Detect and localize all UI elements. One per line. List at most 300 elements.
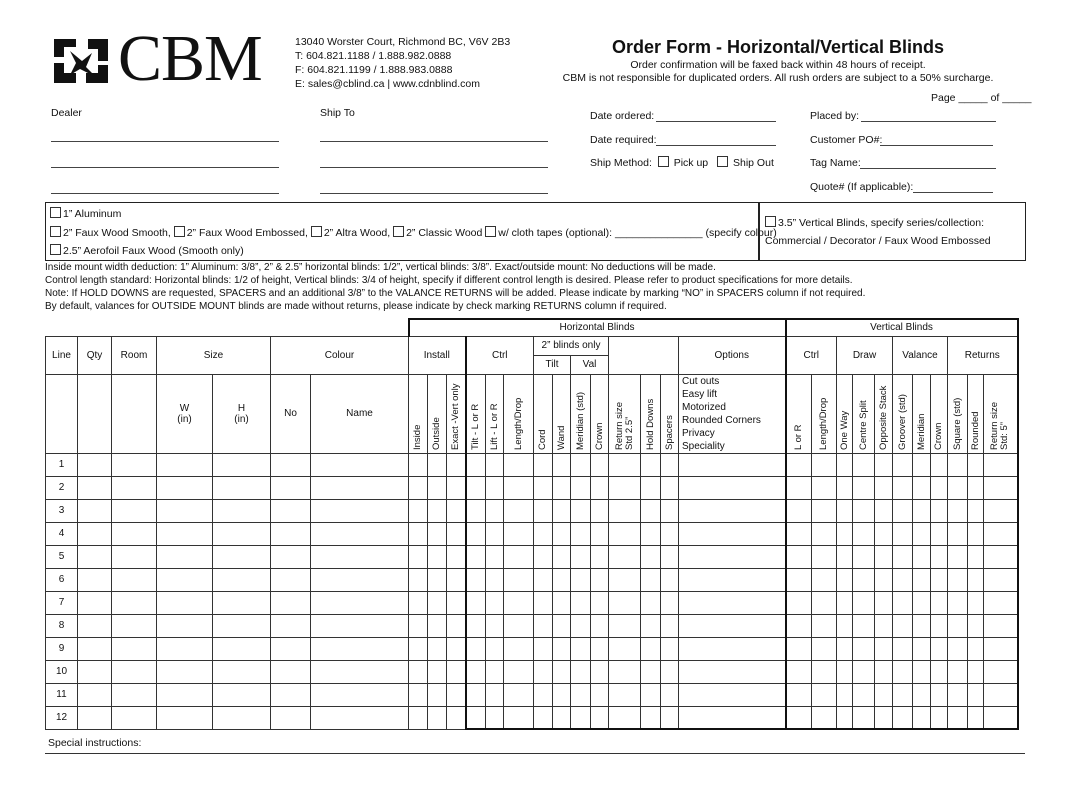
order-cell[interactable] <box>78 499 112 522</box>
order-cell[interactable] <box>553 476 571 499</box>
order-cell[interactable] <box>157 499 213 522</box>
order-cell[interactable] <box>913 591 931 614</box>
order-cell[interactable] <box>591 499 609 522</box>
order-cell[interactable] <box>571 522 591 545</box>
order-cell[interactable] <box>311 476 409 499</box>
order-cell[interactable] <box>112 476 157 499</box>
altra-checkbox[interactable] <box>311 226 322 237</box>
order-cell[interactable] <box>968 453 984 476</box>
order-cell[interactable] <box>893 706 913 729</box>
order-cell[interactable] <box>78 476 112 499</box>
order-cell[interactable] <box>571 706 591 729</box>
customer-po-field[interactable] <box>880 145 993 146</box>
order-cell[interactable] <box>504 499 534 522</box>
dealer-line-3[interactable] <box>51 193 279 194</box>
order-cell[interactable] <box>893 591 913 614</box>
order-cell[interactable] <box>968 614 984 637</box>
order-cell[interactable] <box>913 453 931 476</box>
order-cell[interactable] <box>837 545 853 568</box>
order-cell[interactable] <box>78 453 112 476</box>
order-cell[interactable] <box>913 499 931 522</box>
order-cell[interactable] <box>812 522 837 545</box>
order-cell[interactable] <box>78 706 112 729</box>
order-cell[interactable] <box>786 545 812 568</box>
order-cell[interactable] <box>271 545 311 568</box>
order-cell[interactable] <box>553 545 571 568</box>
order-cell[interactable] <box>447 660 466 683</box>
order-cell[interactable] <box>641 499 661 522</box>
order-cell[interactable] <box>661 706 679 729</box>
order-cell[interactable] <box>837 591 853 614</box>
order-cell[interactable] <box>112 660 157 683</box>
order-cell[interactable] <box>948 660 968 683</box>
order-cell[interactable] <box>504 614 534 637</box>
order-cell[interactable] <box>271 453 311 476</box>
order-cell[interactable] <box>504 706 534 729</box>
order-cell[interactable] <box>875 660 893 683</box>
order-cell[interactable] <box>853 706 875 729</box>
order-cell[interactable] <box>786 568 812 591</box>
order-cell[interactable] <box>931 476 948 499</box>
order-cell[interactable] <box>913 706 931 729</box>
order-cell[interactable] <box>112 522 157 545</box>
order-cell[interactable] <box>571 614 591 637</box>
order-cell[interactable] <box>853 683 875 706</box>
order-cell[interactable] <box>78 614 112 637</box>
order-cell[interactable] <box>78 591 112 614</box>
order-cell[interactable] <box>112 545 157 568</box>
order-cell[interactable] <box>311 683 409 706</box>
order-cell[interactable] <box>609 660 641 683</box>
order-cell[interactable] <box>447 476 466 499</box>
order-cell[interactable] <box>837 706 853 729</box>
aluminum-checkbox[interactable] <box>50 207 61 218</box>
order-cell[interactable] <box>609 683 641 706</box>
order-cell[interactable] <box>504 476 534 499</box>
order-cell[interactable] <box>112 499 157 522</box>
order-cell[interactable] <box>409 683 428 706</box>
order-cell[interactable] <box>591 545 609 568</box>
order-cell[interactable] <box>78 522 112 545</box>
order-cell[interactable] <box>447 453 466 476</box>
order-cell[interactable] <box>837 568 853 591</box>
order-cell[interactable] <box>466 637 486 660</box>
order-cell[interactable] <box>591 660 609 683</box>
order-cell[interactable] <box>213 476 271 499</box>
date-required-field[interactable] <box>656 145 776 146</box>
order-cell[interactable] <box>447 591 466 614</box>
order-cell[interactable] <box>853 568 875 591</box>
order-cell[interactable] <box>486 568 504 591</box>
order-cell[interactable] <box>984 683 1018 706</box>
order-cell[interactable] <box>428 522 447 545</box>
order-cell[interactable] <box>968 499 984 522</box>
order-cell[interactable] <box>213 614 271 637</box>
order-cell[interactable] <box>157 522 213 545</box>
order-cell[interactable] <box>157 545 213 568</box>
order-cell[interactable] <box>984 706 1018 729</box>
order-cell[interactable] <box>661 453 679 476</box>
order-cell[interactable] <box>913 637 931 660</box>
order-cell[interactable] <box>661 660 679 683</box>
ship-out-checkbox[interactable] <box>717 156 728 167</box>
order-cell[interactable] <box>78 545 112 568</box>
order-cell[interactable] <box>409 568 428 591</box>
order-cell[interactable] <box>661 545 679 568</box>
order-cell[interactable] <box>311 637 409 660</box>
order-cell[interactable] <box>213 637 271 660</box>
order-cell[interactable] <box>534 476 553 499</box>
order-cell[interactable] <box>931 637 948 660</box>
order-cell[interactable] <box>112 683 157 706</box>
order-cell[interactable] <box>812 660 837 683</box>
order-cell[interactable] <box>875 614 893 637</box>
order-cell[interactable] <box>409 637 428 660</box>
order-cell[interactable] <box>486 637 504 660</box>
order-cell[interactable] <box>409 499 428 522</box>
vertical-checkbox[interactable] <box>765 216 776 227</box>
faux-smooth-checkbox[interactable] <box>50 226 61 237</box>
order-cell[interactable] <box>428 637 447 660</box>
order-cell[interactable] <box>571 499 591 522</box>
order-cell[interactable] <box>837 660 853 683</box>
order-cell[interactable] <box>504 660 534 683</box>
order-cell[interactable] <box>591 637 609 660</box>
order-cell[interactable] <box>466 545 486 568</box>
order-cell[interactable] <box>271 637 311 660</box>
order-cell[interactable] <box>157 591 213 614</box>
order-cell[interactable] <box>112 568 157 591</box>
order-cell[interactable] <box>948 591 968 614</box>
order-cell[interactable] <box>679 522 786 545</box>
order-cell[interactable] <box>486 522 504 545</box>
quote-field[interactable] <box>913 192 993 193</box>
ship-to-line-1[interactable] <box>320 141 548 142</box>
order-cell[interactable] <box>486 453 504 476</box>
order-cell[interactable] <box>893 522 913 545</box>
order-cell[interactable] <box>271 522 311 545</box>
order-cell[interactable] <box>875 568 893 591</box>
order-cell[interactable] <box>504 453 534 476</box>
order-cell[interactable] <box>853 499 875 522</box>
order-cell[interactable] <box>609 706 641 729</box>
order-cell[interactable] <box>931 614 948 637</box>
order-cell[interactable] <box>553 568 571 591</box>
order-cell[interactable] <box>948 499 968 522</box>
dealer-line-2[interactable] <box>51 167 279 168</box>
order-cell[interactable] <box>428 568 447 591</box>
order-cell[interactable] <box>853 476 875 499</box>
order-cell[interactable] <box>679 545 786 568</box>
order-cell[interactable] <box>447 545 466 568</box>
order-cell[interactable] <box>213 568 271 591</box>
order-cell[interactable] <box>984 637 1018 660</box>
order-cell[interactable] <box>534 614 553 637</box>
order-cell[interactable] <box>447 522 466 545</box>
order-cell[interactable] <box>931 591 948 614</box>
date-ordered-field[interactable] <box>656 121 776 122</box>
order-cell[interactable] <box>213 522 271 545</box>
order-cell[interactable] <box>409 453 428 476</box>
order-cell[interactable] <box>486 476 504 499</box>
order-cell[interactable] <box>853 453 875 476</box>
order-cell[interactable] <box>641 453 661 476</box>
order-cell[interactable] <box>112 614 157 637</box>
order-cell[interactable] <box>409 591 428 614</box>
order-cell[interactable] <box>853 614 875 637</box>
order-cell[interactable] <box>893 453 913 476</box>
order-cell[interactable] <box>875 637 893 660</box>
order-cell[interactable] <box>609 476 641 499</box>
order-cell[interactable] <box>931 683 948 706</box>
ship-to-line-2[interactable] <box>320 167 548 168</box>
order-cell[interactable] <box>311 545 409 568</box>
order-cell[interactable] <box>893 545 913 568</box>
ship-to-line-3[interactable] <box>320 193 548 194</box>
order-cell[interactable] <box>311 499 409 522</box>
order-cell[interactable] <box>534 683 553 706</box>
order-cell[interactable] <box>931 522 948 545</box>
order-cell[interactable] <box>271 568 311 591</box>
order-cell[interactable] <box>786 683 812 706</box>
order-cell[interactable] <box>875 545 893 568</box>
order-cell[interactable] <box>409 660 428 683</box>
order-cell[interactable] <box>641 522 661 545</box>
order-cell[interactable] <box>812 614 837 637</box>
order-cell[interactable] <box>968 683 984 706</box>
order-cell[interactable] <box>428 476 447 499</box>
order-cell[interactable] <box>661 568 679 591</box>
order-cell[interactable] <box>893 476 913 499</box>
order-cell[interactable] <box>271 476 311 499</box>
order-cell[interactable] <box>466 591 486 614</box>
order-cell[interactable] <box>984 545 1018 568</box>
order-cell[interactable] <box>948 614 968 637</box>
order-cell[interactable] <box>786 476 812 499</box>
order-cell[interactable] <box>609 499 641 522</box>
order-cell[interactable] <box>968 660 984 683</box>
order-cell[interactable] <box>591 476 609 499</box>
order-cell[interactable] <box>786 706 812 729</box>
placed-by-field[interactable] <box>861 121 996 122</box>
order-cell[interactable] <box>157 453 213 476</box>
order-cell[interactable] <box>447 637 466 660</box>
order-cell[interactable] <box>213 545 271 568</box>
cloth-tapes-checkbox[interactable] <box>485 226 496 237</box>
order-cell[interactable] <box>591 683 609 706</box>
order-cell[interactable] <box>679 568 786 591</box>
order-cell[interactable] <box>157 637 213 660</box>
order-cell[interactable] <box>812 476 837 499</box>
order-cell[interactable] <box>984 476 1018 499</box>
order-cell[interactable] <box>661 476 679 499</box>
order-cell[interactable] <box>112 637 157 660</box>
order-cell[interactable] <box>853 591 875 614</box>
order-cell[interactable] <box>893 660 913 683</box>
order-cell[interactable] <box>213 660 271 683</box>
order-cell[interactable] <box>661 637 679 660</box>
order-cell[interactable] <box>968 545 984 568</box>
order-cell[interactable] <box>409 476 428 499</box>
order-cell[interactable] <box>948 545 968 568</box>
order-cell[interactable] <box>534 568 553 591</box>
order-cell[interactable] <box>968 476 984 499</box>
order-cell[interactable] <box>112 706 157 729</box>
order-cell[interactable] <box>948 706 968 729</box>
order-cell[interactable] <box>812 499 837 522</box>
order-cell[interactable] <box>571 637 591 660</box>
order-cell[interactable] <box>984 614 1018 637</box>
order-cell[interactable] <box>913 614 931 637</box>
order-cell[interactable] <box>837 476 853 499</box>
order-cell[interactable] <box>409 614 428 637</box>
order-cell[interactable] <box>609 637 641 660</box>
order-cell[interactable] <box>311 660 409 683</box>
order-cell[interactable] <box>968 637 984 660</box>
order-cell[interactable] <box>948 568 968 591</box>
order-cell[interactable] <box>812 637 837 660</box>
order-cell[interactable] <box>641 706 661 729</box>
order-cell[interactable] <box>786 614 812 637</box>
order-cell[interactable] <box>893 499 913 522</box>
order-cell[interactable] <box>78 568 112 591</box>
order-cell[interactable] <box>812 453 837 476</box>
order-cell[interactable] <box>679 683 786 706</box>
order-cell[interactable] <box>984 568 1018 591</box>
order-cell[interactable] <box>853 637 875 660</box>
order-cell[interactable] <box>931 453 948 476</box>
order-cell[interactable] <box>271 591 311 614</box>
order-cell[interactable] <box>466 453 486 476</box>
order-cell[interactable] <box>213 499 271 522</box>
order-cell[interactable] <box>157 476 213 499</box>
order-cell[interactable] <box>948 476 968 499</box>
order-cell[interactable] <box>875 499 893 522</box>
order-cell[interactable] <box>553 706 571 729</box>
order-cell[interactable] <box>875 453 893 476</box>
order-cell[interactable] <box>641 683 661 706</box>
order-cell[interactable] <box>948 522 968 545</box>
order-cell[interactable] <box>812 706 837 729</box>
order-cell[interactable] <box>661 614 679 637</box>
order-cell[interactable] <box>786 660 812 683</box>
order-cell[interactable] <box>893 683 913 706</box>
order-cell[interactable] <box>466 476 486 499</box>
order-cell[interactable] <box>486 614 504 637</box>
order-cell[interactable] <box>466 499 486 522</box>
order-cell[interactable] <box>534 637 553 660</box>
order-cell[interactable] <box>837 614 853 637</box>
order-cell[interactable] <box>984 522 1018 545</box>
order-cell[interactable] <box>837 499 853 522</box>
order-cell[interactable] <box>641 545 661 568</box>
order-cell[interactable] <box>486 660 504 683</box>
order-cell[interactable] <box>893 568 913 591</box>
order-cell[interactable] <box>271 706 311 729</box>
order-cell[interactable] <box>447 499 466 522</box>
order-cell[interactable] <box>466 660 486 683</box>
order-cell[interactable] <box>591 522 609 545</box>
order-cell[interactable] <box>837 683 853 706</box>
order-cell[interactable] <box>571 453 591 476</box>
order-cell[interactable] <box>661 522 679 545</box>
order-cell[interactable] <box>504 545 534 568</box>
order-cell[interactable] <box>679 706 786 729</box>
order-cell[interactable] <box>486 591 504 614</box>
order-cell[interactable] <box>641 660 661 683</box>
order-cell[interactable] <box>812 568 837 591</box>
faux-embossed-checkbox[interactable] <box>174 226 185 237</box>
order-cell[interactable] <box>913 683 931 706</box>
order-cell[interactable] <box>609 568 641 591</box>
order-cell[interactable] <box>311 522 409 545</box>
order-cell[interactable] <box>875 476 893 499</box>
order-cell[interactable] <box>571 660 591 683</box>
order-cell[interactable] <box>428 453 447 476</box>
order-cell[interactable] <box>931 545 948 568</box>
classic-checkbox[interactable] <box>393 226 404 237</box>
order-cell[interactable] <box>591 568 609 591</box>
order-cell[interactable] <box>609 614 641 637</box>
order-cell[interactable] <box>812 683 837 706</box>
order-cell[interactable] <box>409 545 428 568</box>
order-cell[interactable] <box>913 522 931 545</box>
order-cell[interactable] <box>853 522 875 545</box>
order-cell[interactable] <box>984 453 1018 476</box>
order-cell[interactable] <box>837 453 853 476</box>
order-cell[interactable] <box>428 706 447 729</box>
order-cell[interactable] <box>311 453 409 476</box>
order-cell[interactable] <box>213 706 271 729</box>
order-cell[interactable] <box>157 706 213 729</box>
order-cell[interactable] <box>931 660 948 683</box>
order-cell[interactable] <box>786 591 812 614</box>
order-cell[interactable] <box>609 591 641 614</box>
order-cell[interactable] <box>534 706 553 729</box>
order-cell[interactable] <box>553 637 571 660</box>
order-cell[interactable] <box>984 499 1018 522</box>
special-instructions-field[interactable] <box>45 753 1025 754</box>
order-cell[interactable] <box>641 568 661 591</box>
order-cell[interactable] <box>534 499 553 522</box>
order-cell[interactable] <box>661 591 679 614</box>
order-cell[interactable] <box>893 614 913 637</box>
order-cell[interactable] <box>968 568 984 591</box>
order-cell[interactable] <box>931 568 948 591</box>
order-cell[interactable] <box>679 499 786 522</box>
order-cell[interactable] <box>428 499 447 522</box>
order-cell[interactable] <box>534 660 553 683</box>
pick-up-checkbox[interactable] <box>658 156 669 167</box>
order-cell[interactable] <box>875 706 893 729</box>
order-cell[interactable] <box>466 568 486 591</box>
order-cell[interactable] <box>571 568 591 591</box>
order-cell[interactable] <box>812 591 837 614</box>
order-cell[interactable] <box>504 591 534 614</box>
order-cell[interactable] <box>948 637 968 660</box>
order-cell[interactable] <box>571 683 591 706</box>
order-cell[interactable] <box>641 476 661 499</box>
order-cell[interactable] <box>641 591 661 614</box>
order-cell[interactable] <box>913 476 931 499</box>
order-cell[interactable] <box>553 522 571 545</box>
order-cell[interactable] <box>641 614 661 637</box>
order-cell[interactable] <box>553 453 571 476</box>
order-cell[interactable] <box>213 453 271 476</box>
order-cell[interactable] <box>534 545 553 568</box>
order-cell[interactable] <box>428 591 447 614</box>
order-cell[interactable] <box>553 660 571 683</box>
